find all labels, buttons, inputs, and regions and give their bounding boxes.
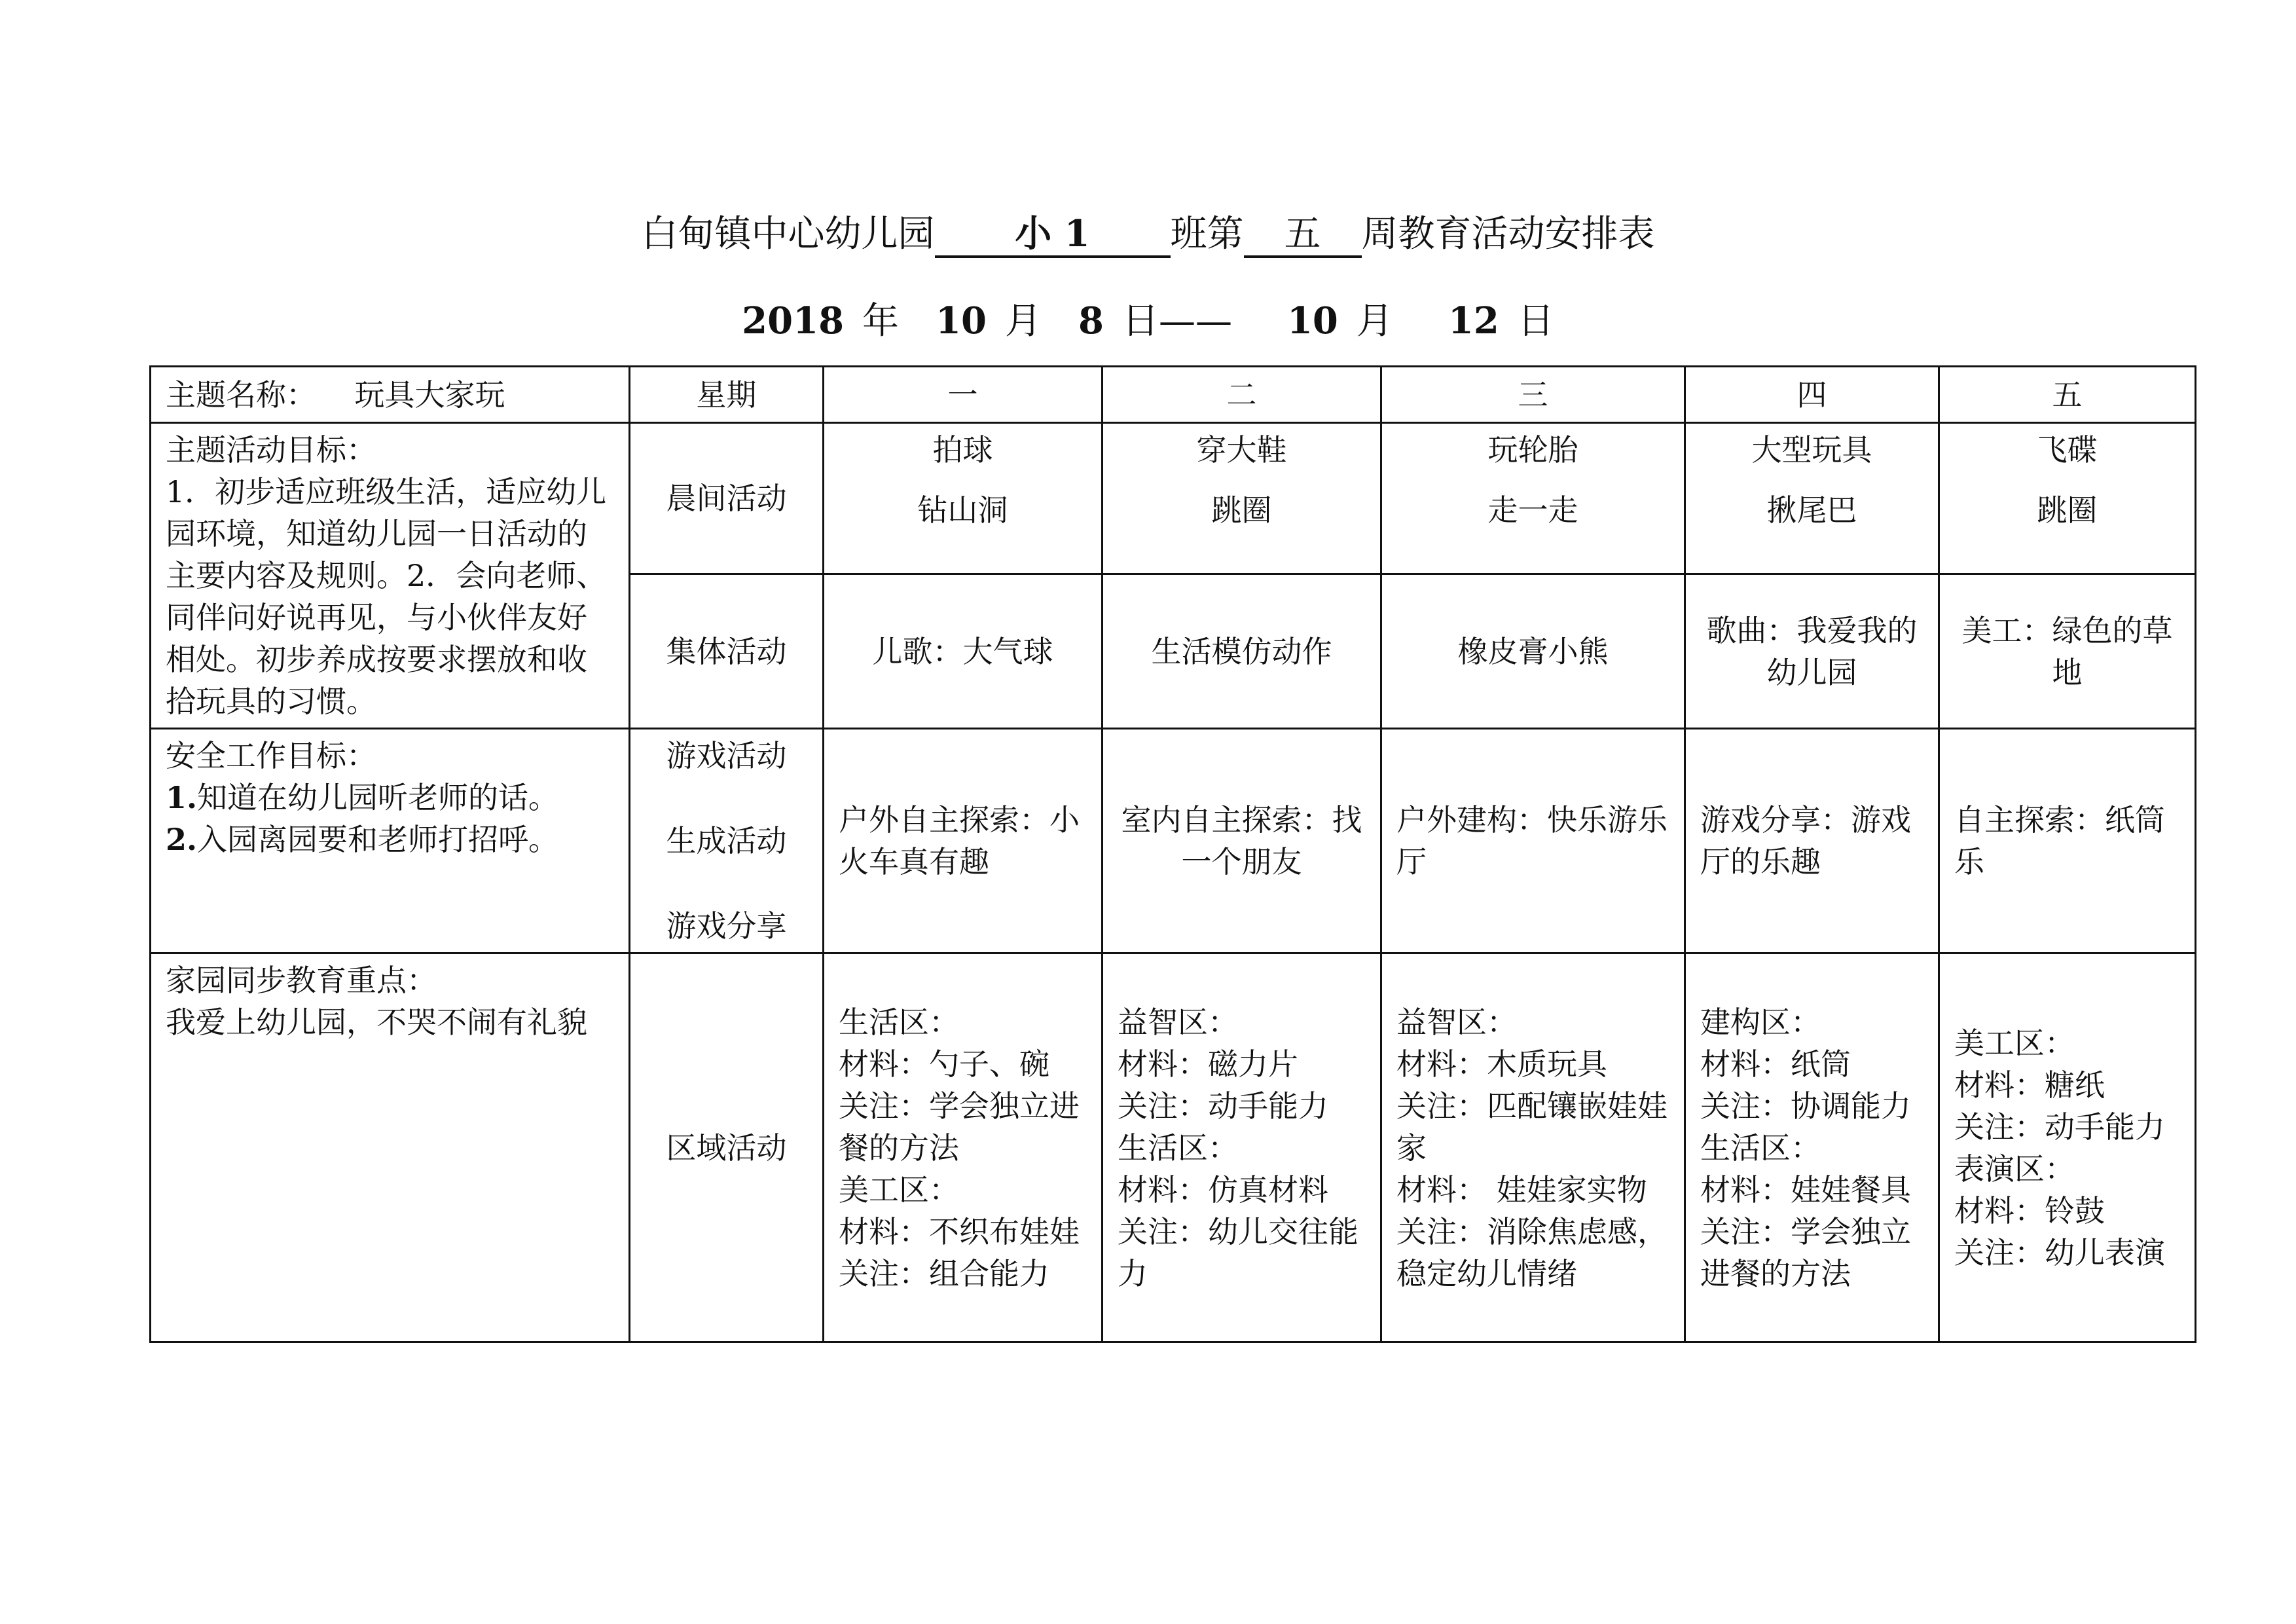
- morning-item: 钻山洞: [917, 492, 1008, 528]
- weekday-header: 星期: [630, 367, 824, 423]
- area-label: 区域活动: [630, 953, 824, 1342]
- theme-name: 玩具大家玩: [354, 377, 505, 413]
- area-line: 益智区：: [1396, 1004, 1517, 1040]
- morning-item: 揪尾巴: [1766, 492, 1857, 528]
- class-label: 班第: [1170, 213, 1244, 255]
- area-line: 关注：动手能力: [1954, 1109, 2165, 1145]
- morning-item: 玩轮胎: [1487, 432, 1578, 468]
- start-month: 10: [936, 299, 987, 342]
- morning-cell-fri: [1939, 423, 2196, 574]
- day-header-tue: 二: [1102, 367, 1381, 423]
- title-suffix: 周教育活动安排表: [1361, 213, 1655, 255]
- week-number-field: 五: [1244, 213, 1362, 258]
- play-cell-wed: 户外建构：快乐游乐厅: [1381, 729, 1685, 953]
- end-month: 10: [1286, 299, 1338, 342]
- play-labels-cell: [630, 729, 824, 953]
- area-line: 表演区：: [1954, 1151, 2075, 1187]
- day-header-mon: 一: [824, 367, 1102, 423]
- area-line: 材料：纸筒: [1700, 1046, 1851, 1082]
- area-line: 关注：学会独立进餐的方法: [839, 1088, 1080, 1166]
- area-line: 建构区：: [1700, 1004, 1821, 1040]
- morning-label: 晨间活动: [630, 423, 824, 574]
- morning-item: 穿大鞋: [1196, 432, 1287, 468]
- group-cell-wed: 橡皮膏小熊: [1381, 574, 1685, 729]
- theme-cell: [151, 367, 630, 423]
- date-separator: 日——: [1121, 300, 1232, 342]
- play-cell-mon: 户外自主探索：小火车真有趣: [824, 729, 1102, 953]
- safety-title: 安全工作目标：: [166, 738, 376, 773]
- goals-text: 1．初步适应班级生活，适应幼儿园环境，知道幼儿园一日活动的主要内容及规则。2．会向老师、同伴问好说再见，与小伙伴友好相处。初步养成按要求摆放和收拾玩具的习惯。: [166, 474, 607, 719]
- area-line: 关注：学会独立进餐的方法: [1700, 1213, 1911, 1291]
- group-cell-mon: 儿歌：大气球: [824, 574, 1102, 729]
- area-line: 材料：勺子、碗: [839, 1046, 1049, 1082]
- morning-item: 走一走: [1487, 492, 1578, 528]
- area-cell-fri: [1939, 953, 2196, 1342]
- area-line: 关注：协调能力: [1700, 1088, 1911, 1124]
- play-cell-fri: 自主探索：纸筒乐: [1939, 729, 2196, 953]
- group-cell-fri: 美工：绿色的草地: [1939, 574, 2196, 729]
- area-line: 材料：铃鼓: [1954, 1192, 2105, 1228]
- area-line: 关注：幼儿交往能力: [1118, 1213, 1358, 1291]
- theme-goals-cell: [151, 423, 630, 729]
- start-month-unit: 月: [1004, 300, 1042, 342]
- page-title: [0, 208, 2296, 261]
- area-line: 材料：磁力片: [1118, 1046, 1298, 1082]
- area-cell-tue: [1102, 953, 1381, 1342]
- area-line: 美工区：: [1954, 1025, 2075, 1061]
- area-line: 生活区：: [1118, 1130, 1238, 1166]
- safety-item: 2.入园离园要和老师打招呼。: [166, 822, 559, 857]
- home-focus-title: 家园同步教育重点：: [166, 963, 437, 998]
- goals-title: 主题活动目标：: [166, 432, 376, 468]
- area-line: 益智区：: [1118, 1004, 1238, 1040]
- generate-label: 生成活动: [666, 823, 787, 858]
- area-line: 关注：动手能力: [1118, 1088, 1328, 1124]
- home-focus-text: 我爱上幼儿园，不哭不闹有礼貌: [166, 1005, 587, 1040]
- area-line: 材料： 娃娃家实物: [1396, 1172, 1647, 1208]
- area-line: 生活区：: [1700, 1130, 1821, 1166]
- morning-cell-thu: [1685, 423, 1939, 574]
- schedule-table: [149, 365, 2196, 1343]
- year-unit: 年: [862, 300, 900, 342]
- area-line: 材料：不织布娃娃: [839, 1213, 1080, 1249]
- play-cell-tue: 室内自主探索：找一个朋友: [1102, 729, 1381, 953]
- group-cell-thu: 歌曲：我爱我的幼儿园: [1685, 574, 1939, 729]
- group-cell-tue: 生活模仿动作: [1102, 574, 1381, 729]
- area-line: 关注：匹配镶嵌娃娃家: [1396, 1088, 1667, 1166]
- play-row: [151, 729, 2196, 953]
- area-line: 材料：仿真材料: [1118, 1172, 1328, 1208]
- area-cell-thu: [1685, 953, 1939, 1342]
- morning-cell-wed: [1381, 423, 1685, 574]
- area-line: 生活区：: [839, 1004, 959, 1040]
- area-line: 材料：木质玩具: [1396, 1046, 1607, 1082]
- day-header-fri: 五: [1939, 367, 2196, 423]
- morning-item: 飞碟: [2037, 432, 2098, 468]
- year: 2018: [742, 299, 845, 342]
- play-label: 游戏活动: [666, 738, 787, 773]
- play-cell-thu: 游戏分享：游戏厅的乐趣: [1685, 729, 1939, 953]
- area-line: 关注：幼儿表演: [1954, 1234, 2165, 1270]
- end-day: 12: [1448, 299, 1499, 342]
- area-line: 材料：糖纸: [1954, 1067, 2105, 1103]
- area-line: 材料：娃娃餐具: [1700, 1172, 1911, 1208]
- day-header-wed: 三: [1381, 367, 1685, 423]
- area-cell-mon: [824, 953, 1102, 1342]
- date-range: [0, 295, 2296, 348]
- start-day: 8: [1078, 299, 1104, 342]
- header-row: [151, 367, 2196, 423]
- theme-label: 主题名称：: [166, 377, 316, 413]
- morning-cell-tue: [1102, 423, 1381, 574]
- share-label: 游戏分享: [666, 908, 787, 944]
- area-row: [151, 953, 2196, 1342]
- home-focus-cell: [151, 953, 630, 1342]
- area-line: 关注：消除焦虑感，稳定幼儿情绪: [1396, 1213, 1667, 1291]
- end-day-unit: 日: [1517, 300, 1554, 342]
- safety-item: 1.知道在幼儿园听老师的话。: [166, 780, 559, 815]
- morning-row: [151, 423, 2196, 574]
- end-month-unit: 月: [1356, 300, 1393, 342]
- school-name: 白甸镇中心幼儿园: [641, 213, 935, 255]
- morning-item: 大型玩具: [1751, 432, 1872, 468]
- group-label: 集体活动: [630, 574, 824, 729]
- day-header-thu: 四: [1685, 367, 1939, 423]
- area-line: 美工区：: [839, 1172, 959, 1208]
- class-name-field: 小 1: [935, 213, 1171, 258]
- morning-item: 跳圈: [1211, 492, 1272, 528]
- morning-cell-mon: [824, 423, 1102, 574]
- morning-item: 跳圈: [2037, 492, 2098, 528]
- area-cell-wed: [1381, 953, 1685, 1342]
- morning-item: 拍球: [932, 432, 993, 468]
- safety-goals-cell: [151, 729, 630, 953]
- area-line: 关注：组合能力: [839, 1255, 1049, 1291]
